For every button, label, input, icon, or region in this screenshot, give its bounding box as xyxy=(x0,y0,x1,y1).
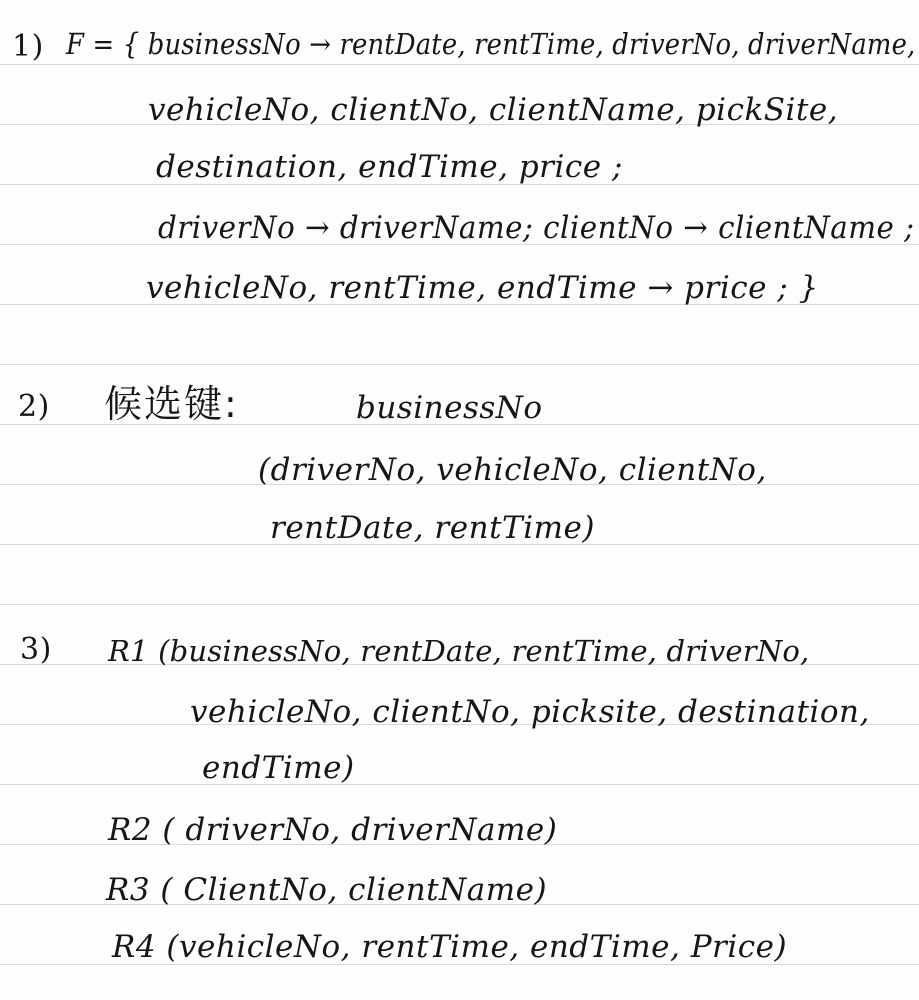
candidate-key-2-line-2: rentDate, rentTime) xyxy=(270,510,595,546)
relation-r2: R2 ( driverNo, driverName) xyxy=(108,812,558,848)
candidate-key-2-line-1: (driverNo, vehicleNo, clientNo, xyxy=(258,452,767,488)
fd-set-line-5: vehicleNo, rentTime, endTime → price ; } xyxy=(146,270,819,306)
candidate-key-1: businessNo xyxy=(356,390,543,426)
section-3-number: 3) xyxy=(20,632,52,667)
section-2-number: 2) xyxy=(18,389,50,424)
fd-set-line-1: F = { businessNo → rentDate, rentTime, driverNo, driverName, xyxy=(66,27,916,61)
fd-set-line-4: driverNo → driverName; clientNo → clientName ; xyxy=(158,210,915,246)
candidate-key-label: 候选键: xyxy=(104,382,239,426)
relation-r1-line-2: vehicleNo, clientNo, picksite, destination, xyxy=(190,694,870,730)
relation-r1-line-1: R1 (businessNo, rentDate, rentTime, driverNo, xyxy=(108,634,810,668)
fd-set-line-2: vehicleNo, clientNo, clientName, pickSite, xyxy=(148,92,839,128)
relation-r4: R4 (vehicleNo, rentTime, endTime, Price) xyxy=(112,929,788,965)
fd-set-line-3: destination, endTime, price ; xyxy=(156,149,623,185)
section-1-number: 1) xyxy=(12,29,44,64)
relation-r3: R3 ( ClientNo, clientName) xyxy=(106,872,548,908)
relation-r1-line-3: endTime) xyxy=(202,750,355,786)
